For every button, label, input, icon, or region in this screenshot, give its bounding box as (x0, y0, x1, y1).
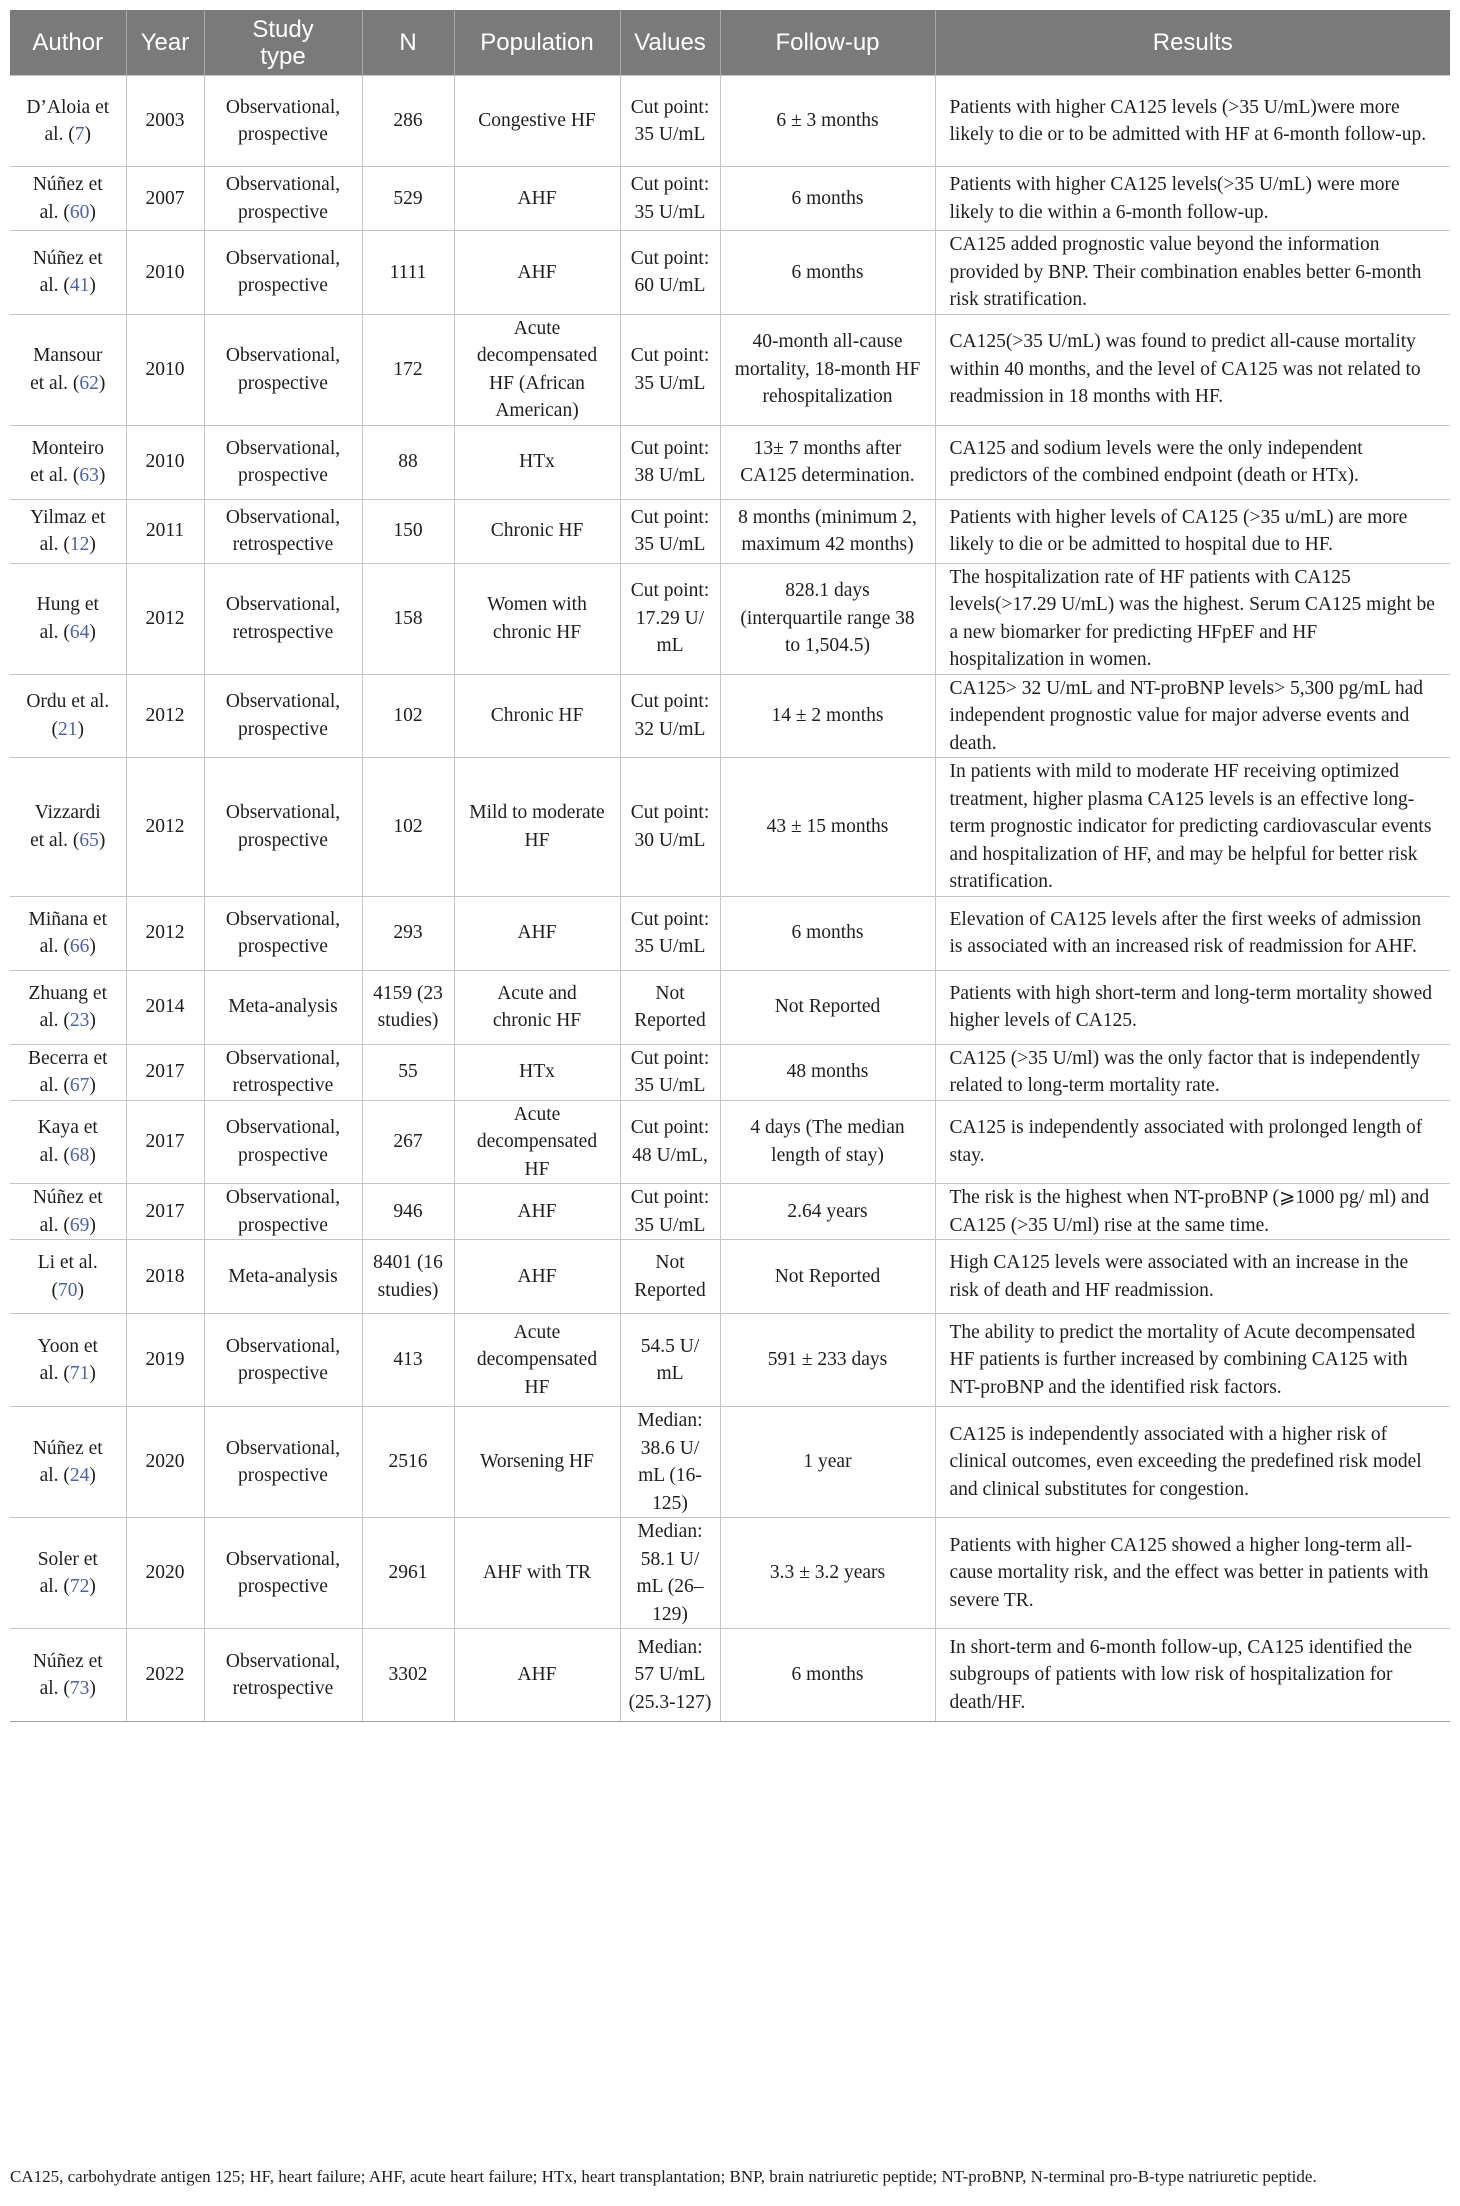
cell-results: CA125(>35 U/mL) was found to predict all-cause mortality within 40 months, and the level of CA125 was not related to readmission in 18 months with HF. (935, 314, 1450, 425)
table-row (10, 1518, 1450, 1629)
cell-population: HTx (454, 425, 620, 499)
cell-results: The ability to predict the mortality of Acute decompensated HF patients is further increased by combining CA125 with NT-proBNP and the identified risk factors. (935, 1314, 1450, 1407)
cell-n: 2961 (362, 1518, 454, 1629)
table-row (10, 758, 1450, 897)
citation-link[interactable]: 62 (79, 372, 99, 394)
cell-results: Patients with higher CA125 levels (>35 U/mL)were more likely to die or to be admitted with HF at 6-month follow-up. (935, 76, 1450, 167)
cell-results: Patients with high short-term and long-term mortality showed higher levels of CA125. (935, 970, 1450, 1044)
cell-follow-up: 1 year (720, 1407, 935, 1518)
citation-link[interactable]: 69 (69, 1214, 90, 1236)
author-name: Yoon et al. (37, 1335, 98, 1384)
cell-values: Cut point: 35 U/mL (620, 1184, 720, 1240)
cell-results: Patients with higher CA125 showed a higher long-term all-cause mortality risk, and the effect was better in patients with severe TR. (935, 1518, 1450, 1629)
citation-link[interactable]: 67 (69, 1075, 90, 1096)
citation-link[interactable]: 66 (69, 936, 90, 957)
cell-values: Cut point: 35 U/mL (620, 896, 720, 970)
cell-author: Yilmaz et al. (12) (10, 499, 126, 563)
cell-population: Acute decompensated HF (African American) (454, 314, 620, 425)
cell-population: AHF (454, 167, 620, 231)
table-row (10, 314, 1450, 425)
cell-population: Women with chronic HF (454, 563, 620, 674)
header-n: N (362, 10, 454, 76)
cell-n: 1111 (362, 231, 454, 315)
table-row (10, 231, 1450, 315)
cell-study-type: Observational, prospective (204, 1518, 362, 1629)
author-name: Becerra et al. (27, 1047, 108, 1096)
cell-n: 286 (362, 76, 454, 167)
table-row (10, 425, 1450, 499)
cell-results: CA125 and sodium levels were the only independent predictors of the combined endpoint (death or HTx). (935, 425, 1450, 499)
cell-year: 2022 (126, 1629, 204, 1722)
table-row (10, 1240, 1450, 1314)
cell-values: 54.5 U/ mL (620, 1314, 720, 1407)
cell-results: CA125 is independently associated with a higher risk of clinical outcomes, even exceeding the predefined risk model and clinical substitutes for congestion. (935, 1407, 1450, 1518)
cell-n: 158 (362, 563, 454, 674)
cell-population: Congestive HF (454, 76, 620, 167)
cell-study-type: Observational, prospective (204, 758, 362, 897)
table-row (10, 1100, 1450, 1184)
cell-results: The risk is the highest when NT-proBNP (⩾1000 pg/ ml) and CA125 (>35 U/ml) rise at the same time. (935, 1184, 1450, 1240)
cell-values: Not Reported (620, 1240, 720, 1314)
cell-study-type: Observational, prospective (204, 1314, 362, 1407)
table-row (10, 1629, 1450, 1722)
cell-study-type: Observational, prospective (204, 76, 362, 167)
cell-year: 2019 (126, 1314, 204, 1407)
author-name: Núñez et al. (32, 174, 103, 223)
cell-values: Cut point: 35 U/mL (620, 76, 720, 167)
cell-values: Cut point: 17.29 U/ mL (620, 563, 720, 674)
cell-results: CA125 (>35 U/ml) was the only factor that is independently related to long-term mortality rate. (935, 1044, 1450, 1100)
citation-link[interactable]: 12 (69, 534, 90, 555)
header-study-type: Study type (204, 10, 362, 76)
table-row (10, 76, 1450, 167)
header-values: Values (620, 10, 720, 76)
cell-year: 2014 (126, 970, 204, 1044)
cell-follow-up: 48 months (720, 1044, 935, 1100)
author-name: Núñez et al. (32, 1437, 103, 1486)
cell-n: 529 (362, 167, 454, 231)
cell-results: CA125> 32 U/mL and NT-proBNP levels> 5,300 pg/mL had independent prognostic value for major adverse events and death. (935, 674, 1450, 758)
cell-n: 102 (362, 674, 454, 758)
author-name: Miñana et al. (28, 908, 107, 957)
cell-n: 8401 (16 studies) (362, 1240, 454, 1314)
cell-n: 102 (362, 758, 454, 897)
cell-n: 293 (362, 896, 454, 970)
cell-values: Median: 57 U/mL (25.3-127) (620, 1629, 720, 1722)
cell-n: 88 (362, 425, 454, 499)
table-row (10, 674, 1450, 758)
citation-link[interactable]: 7 (74, 124, 85, 145)
cell-follow-up: 6 months (720, 231, 935, 315)
cell-population: Chronic HF (454, 674, 620, 758)
cell-follow-up: 43 ± 15 months (720, 758, 935, 897)
citation-link[interactable]: 24 (69, 1465, 90, 1486)
cell-population: Acute and chronic HF (454, 970, 620, 1044)
table-row (10, 1184, 1450, 1240)
cell-study-type: Observational, prospective (204, 314, 362, 425)
cell-n: 55 (362, 1044, 454, 1100)
cell-author: Li et al. (70) (10, 1240, 126, 1314)
studies-table (10, 10, 1450, 1722)
cell-population: HTx (454, 1044, 620, 1100)
author-name: Núñez et al. (32, 1187, 103, 1236)
table-row (10, 1407, 1450, 1518)
cell-values: Cut point: 38 U/mL (620, 425, 720, 499)
table-row (10, 167, 1450, 231)
author-name: D’Aloia et al. (26, 96, 110, 145)
cell-author: Hung et al. (64) (10, 563, 126, 674)
author-name: Soler et al. (37, 1548, 98, 1597)
cell-values: Cut point: 35 U/mL (620, 314, 720, 425)
cell-values: Median: 58.1 U/ mL (26–129) (620, 1518, 720, 1629)
cell-values: Median: 38.6 U/ mL (16-125) (620, 1407, 720, 1518)
cell-n: 3302 (362, 1629, 454, 1722)
cell-author: Núñez et al. (24) (10, 1407, 126, 1518)
cell-population: AHF (454, 1184, 620, 1240)
cell-author: Ordu et al. (21) (10, 674, 126, 758)
author-name: Ordu et al. (26, 691, 110, 713)
cell-author: Becerra et al. (67) (10, 1044, 126, 1100)
cell-results: CA125 added prognostic value beyond the information provided by BNP. Their combination enables better 6-month risk stratification. (935, 231, 1450, 315)
cell-n: 2516 (362, 1407, 454, 1518)
cell-values: Cut point: 30 U/mL (620, 758, 720, 897)
cell-follow-up: 3.3 ± 3.2 years (720, 1518, 935, 1629)
cell-author: Vizzardi et al. (65) (10, 758, 126, 897)
cell-follow-up: 8 months (minimum 2, maximum 42 months) (720, 499, 935, 563)
cell-values: Cut point: 48 U/mL, (620, 1100, 720, 1184)
cell-year: 2012 (126, 896, 204, 970)
cell-results: Patients with higher levels of CA125 (>35 u/mL) are more likely to die or be admitted to hospital due to HF. (935, 499, 1450, 563)
cell-population: Mild to moderate HF (454, 758, 620, 897)
cell-n: 150 (362, 499, 454, 563)
cell-author: Monteiro et al. (63) (10, 425, 126, 499)
cell-author: Núñez et al. (69) (10, 1184, 126, 1240)
cell-follow-up: 40-month all-cause mortality, 18-month HF rehospitalization (720, 314, 935, 425)
header-year: Year (126, 10, 204, 76)
cell-study-type: Observational, prospective (204, 674, 362, 758)
cell-year: 2020 (126, 1407, 204, 1518)
author-name: Hung et al. (36, 594, 99, 643)
cell-values: Not Reported (620, 970, 720, 1044)
header-population: Population (454, 10, 620, 76)
cell-year: 2017 (126, 1044, 204, 1100)
cell-year: 2012 (126, 758, 204, 897)
cell-study-type: Observational, prospective (204, 1407, 362, 1518)
table-row (10, 970, 1450, 1044)
cell-study-type: Observational, prospective (204, 1100, 362, 1184)
citation-link[interactable]: 63 (79, 465, 99, 486)
cell-year: 2012 (126, 563, 204, 674)
cell-n: 4159 (23 studies) (362, 970, 454, 1044)
cell-values: Cut point: 35 U/mL (620, 167, 720, 231)
citation-link[interactable]: 23 (69, 1010, 90, 1031)
cell-results: Patients with higher CA125 levels(>35 U/mL) were more likely to die within a 6-month follow-up. (935, 167, 1450, 231)
cell-author: Zhuang et al. (23) (10, 970, 126, 1044)
cell-study-type: Observational, prospective (204, 896, 362, 970)
cell-year: 2011 (126, 499, 204, 563)
cell-population: AHF (454, 1629, 620, 1722)
cell-year: 2018 (126, 1240, 204, 1314)
author-name: Núñez et al. (32, 247, 103, 297)
citation-link[interactable]: 64 (69, 621, 90, 643)
table-body (10, 76, 1450, 1722)
cell-year: 2017 (126, 1184, 204, 1240)
citation-link[interactable]: 68 (69, 1144, 90, 1166)
cell-population: AHF (454, 1240, 620, 1314)
cell-author: Mansour et al. (62) (10, 314, 126, 425)
cell-study-type: Observational, prospective (204, 1184, 362, 1240)
cell-values: Cut point: 35 U/mL (620, 1044, 720, 1100)
cell-results: In short-term and 6-month follow-up, CA125 identified the subgroups of patients with low risk of hospitalization for death/HF. (935, 1629, 1450, 1722)
cell-study-type: Observational, prospective (204, 425, 362, 499)
citation-link[interactable]: 21 (58, 718, 78, 740)
cell-year: 2010 (126, 425, 204, 499)
cell-study-type: Meta-analysis (204, 1240, 362, 1314)
cell-author: Soler et al. (72) (10, 1518, 126, 1629)
cell-population: Worsening HF (454, 1407, 620, 1518)
table-row (10, 896, 1450, 970)
header-results: Results (935, 10, 1450, 76)
cell-author: D’Aloia et al. (7) (10, 76, 126, 167)
cell-follow-up: 4 days (The median length of stay) (720, 1100, 935, 1184)
cell-follow-up: 828.1 days (interquartile range 38 to 1,504.5) (720, 563, 935, 674)
cell-n: 172 (362, 314, 454, 425)
author-name: Zhuang et al. (28, 982, 107, 1031)
table-row (10, 499, 1450, 563)
cell-author: Núñez et al. (60) (10, 167, 126, 231)
cell-follow-up: 6 months (720, 1629, 935, 1722)
header-follow-up: Follow-up (720, 10, 935, 76)
cell-year: 2007 (126, 167, 204, 231)
author-name: Monteiro et al. (30, 437, 105, 486)
author-name: Mansour et al. (30, 345, 103, 394)
cell-year: 2012 (126, 674, 204, 758)
author-name: Kaya et al. (37, 1117, 98, 1166)
cell-study-type: Meta-analysis (204, 970, 362, 1044)
citation-link[interactable]: 41 (69, 275, 90, 297)
cell-follow-up: Not Reported (720, 970, 935, 1044)
table-header-row (10, 10, 1450, 76)
citation-link[interactable]: 73 (69, 1678, 90, 1699)
table-footnote: CA125, carbohydrate antigen 125; HF, heart failure; AHF, acute heart failure; HTx, heart transplantation; BNP, brain natriuretic peptide; NT-proBNP, N-terminal pro-B-type natriuretic peptide. (10, 2167, 1317, 2186)
author-name: Yilmaz et al. (30, 506, 106, 555)
cell-population: Chronic HF (454, 499, 620, 563)
cell-n: 267 (362, 1100, 454, 1184)
cell-population: AHF with TR (454, 1518, 620, 1629)
cell-results: Elevation of CA125 levels after the first weeks of admission is associated with an increased risk of readmission for AHF. (935, 896, 1450, 970)
cell-values: Cut point: 35 U/mL (620, 499, 720, 563)
cell-n: 946 (362, 1184, 454, 1240)
cell-author: Kaya et al. (68) (10, 1100, 126, 1184)
cell-author: Núñez et al. (41) (10, 231, 126, 315)
cell-author: Núñez et al. (73) (10, 1629, 126, 1722)
author-name: Li et al. (37, 1252, 98, 1273)
cell-population: AHF (454, 896, 620, 970)
cell-follow-up: 591 ± 233 days (720, 1314, 935, 1407)
cell-results: CA125 is independently associated with prolonged length of stay. (935, 1100, 1450, 1184)
citation-link[interactable]: 60 (69, 201, 90, 223)
table-row (10, 563, 1450, 674)
cell-study-type: Observational, prospective (204, 167, 362, 231)
header-author: Author (10, 10, 126, 76)
cell-study-type: Observational, retrospective (204, 1044, 362, 1100)
author-name: Núñez et al. (32, 1650, 103, 1699)
cell-n: 413 (362, 1314, 454, 1407)
table-row (10, 1044, 1450, 1100)
cell-population: Acute decompensated HF (454, 1100, 620, 1184)
cell-follow-up: 6 ± 3 months (720, 76, 935, 167)
table-row (10, 1314, 1450, 1407)
cell-population: AHF (454, 231, 620, 315)
cell-follow-up: 2.64 years (720, 1184, 935, 1240)
cell-year: 2003 (126, 76, 204, 167)
cell-values: Cut point: 60 U/mL (620, 231, 720, 315)
cell-results: High CA125 levels were associated with an increase in the risk of death and HF readmission. (935, 1240, 1450, 1314)
cell-study-type: Observational, retrospective (204, 563, 362, 674)
cell-follow-up: Not Reported (720, 1240, 935, 1314)
author-name: Vizzardi et al. (30, 802, 101, 851)
cell-study-type: Observational, retrospective (204, 499, 362, 563)
cell-follow-up: 13± 7 months after CA125 determination. (720, 425, 935, 499)
cell-values: Cut point: 32 U/mL (620, 674, 720, 758)
cell-population: Acute decompensated HF (454, 1314, 620, 1407)
cell-study-type: Observational, retrospective (204, 1629, 362, 1722)
citation-link[interactable]: 70 (58, 1279, 78, 1301)
citation-link[interactable]: 65 (79, 829, 99, 851)
cell-year: 2010 (126, 231, 204, 315)
cell-year: 2020 (126, 1518, 204, 1629)
cell-author: Yoon et al. (71) (10, 1314, 126, 1407)
citation-link[interactable]: 72 (69, 1576, 90, 1597)
cell-results: The hospitalization rate of HF patients with CA125 levels(>17.29 U/mL) was the highest. Serum CA125 might be a new biomarker for predicting HFpEF and HF hospitalization in women. (935, 563, 1450, 674)
cell-year: 2017 (126, 1100, 204, 1184)
citation-link[interactable]: 71 (69, 1363, 90, 1384)
cell-study-type: Observational, prospective (204, 231, 362, 315)
cell-author: Miñana et al. (66) (10, 896, 126, 970)
cell-follow-up: 6 months (720, 896, 935, 970)
cell-follow-up: 6 months (720, 167, 935, 231)
cell-follow-up: 14 ± 2 months (720, 674, 935, 758)
cell-year: 2010 (126, 314, 204, 425)
cell-results: In patients with mild to moderate HF receiving optimized treatment, higher plasma CA125 levels is an effective long-term prognostic indicator for predicting cardiovascular events and hospitalization of HF, and may be helpful for better risk stratification. (935, 758, 1450, 897)
